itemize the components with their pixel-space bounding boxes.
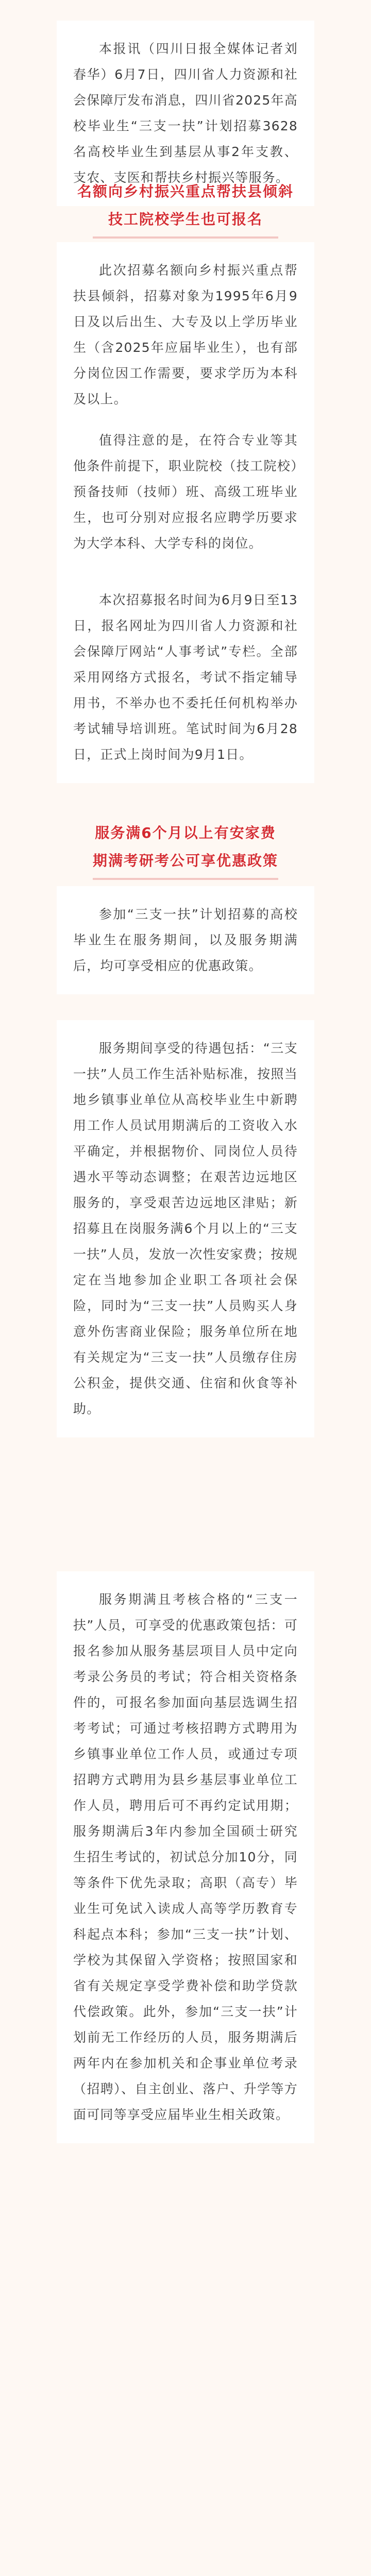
policy-intro-block [57, 886, 314, 994]
service-benefits-block [57, 1020, 314, 1437]
paragraph-registration: 本次招募报名时间为6月9日至13日，报名网址为四川省人力资源和社会保障厅网站“人事考试”专栏。全部采用网络方式报名，考试不指定辅导用书，不举办也不委托任何机构举办考试辅导培训班。笔试时间为6月28日，正式上岗时间为9月1日。 [73, 592, 298, 762]
vocational-block [57, 412, 314, 572]
registration-block [57, 572, 314, 783]
section-heading-1 [57, 178, 314, 239]
section-heading-2 [57, 819, 314, 880]
paragraph-vocational: 值得注意的是，在符合专业等其他条件前提下，职业院校（技工院校）预备技师（技师）班、高级工班毕业生，也可分别对应报名应聘学历要求为大学本科、大学专科的岗位。 [73, 433, 298, 551]
section-heading-1-line-2: 技工院校学生也可报名 [108, 211, 263, 228]
heading-underline [93, 878, 278, 880]
paragraph-eligibility: 此次招募名额向乡村振兴重点帮扶县倾斜，招募对象为1995年6月9日及以后出生、大专及以上学历毕业生（含2025年应届毕业生），也有部分岗位因工作需要，要求学历为本科及以上。 [73, 263, 298, 406]
section-heading-2-line-2: 期满考研考公可享优惠政策 [92, 852, 278, 869]
eligibility-block [57, 242, 314, 428]
paragraph-intro: 本报讯（四川日报全媒体记者刘春华）6月7日，四川省人力资源和社会保障厅发布消息，四川省2025年高校毕业生“三支一扶”计划招募3628名高校毕业生到基层从事2年支教、支农、支医和帮扶乡村振兴等服务。 [73, 41, 298, 185]
paragraph-post-service-benefits: 服务期满且考核合格的“三支一扶”人员，可享受的优惠政策包括：可报名参加从服务基层项目人员中定向考录公务员的考试；符合相关资格条件的，可报名参加面向基层选调生招考考试；可通过考核招聘方式聘用为乡镇事业单位工作人员，或通过专项招聘方式聘用为县乡基层事业单位工作人员，聘用后可不再约定试用期；服务期满后3年内参加全国硕士研究生招生考试的，初试总分加10分，同等条件下优先录取；高职（高专）毕业生可免试入读成人高等学历教育专科起点本科；参加“三支一扶”计划、学校为其保留入学资格；按照国家和省有关规定享受学费补偿和助学贷款代偿政策。此外，参加“三支一扶”计划前无工作经历的人员，服务期满后两年内在参加机关和企事业单位考录（招聘）、自主创业、落户、升学等方面可同等享受应届毕业生相关政策。 [73, 1592, 298, 2122]
paragraph-policy-intro: 参加“三支一扶”计划招募的高校毕业生在服务期间，以及服务期满后，均可享受相应的优惠政策。 [73, 907, 298, 973]
heading-underline [93, 236, 278, 239]
section-heading-1-line-1: 名额向乡村振兴重点帮扶县倾斜 [77, 183, 294, 200]
paragraph-service-benefits: 服务期间享受的待遇包括：“三支一扶”人员工作生活补贴标准，按照当地乡镇事业单位从高校毕业生中新聘用工作人员试用期满后的工资收入水平确定，并根据物价、同岗位人员待遇水平等动态调整；在艰苦边远地区服务的，享受艰苦边远地区津贴；新招募且在岗服务满6个月以上的“三支一扶”人员，发放一次性安家费；按规定在当地参加企业职工各项社会保险，同时为“三支一扶”人员购买人身意外伤害商业保险；服务单位所在地有关规定为“三支一扶”人员缴存住房公积金，提供交通、住宿和伙食等补助。 [73, 1041, 298, 1416]
section-heading-2-line-1: 服务满6个月以上有安家费 [95, 824, 276, 841]
post-service-benefits-block [57, 1571, 314, 2143]
